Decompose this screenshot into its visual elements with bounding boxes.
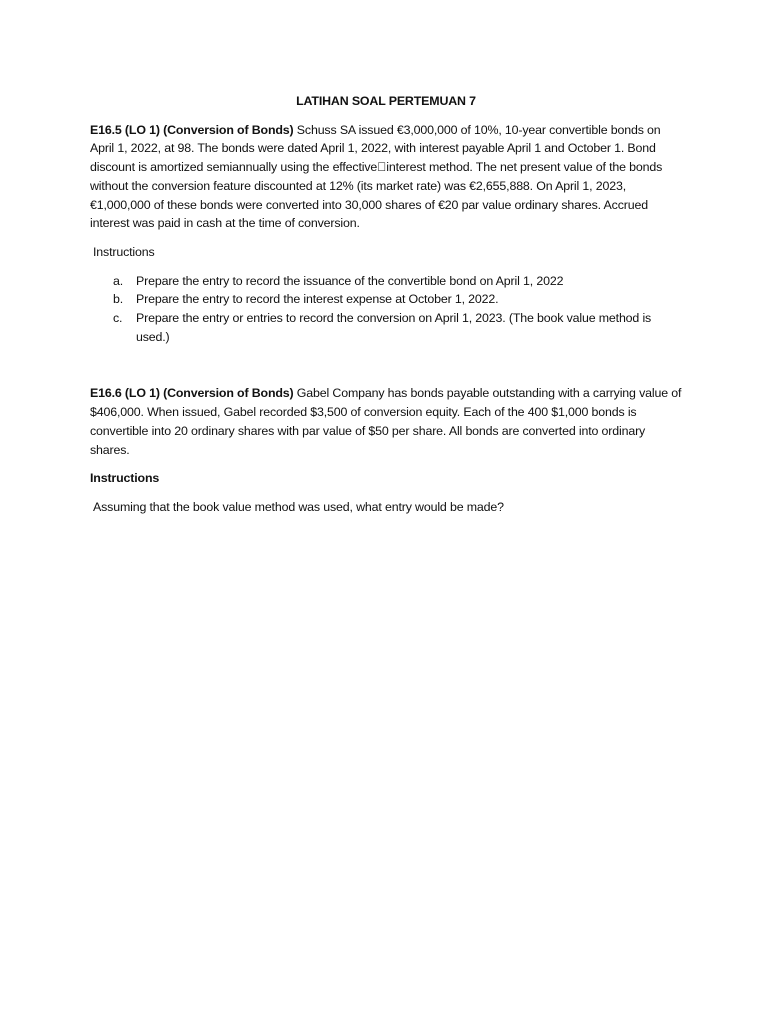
exercise-e16-5-instructions-label: Instructions <box>93 244 155 259</box>
exercise-e16-6-body: Gabel Company has bonds payable outstanding with a carrying value of $406,000. When issued, Gabel recorded $3,500 of conversion equity. Each of the 400 $1,000 bonds is convertible into 20 ordinary shares with par value of $50 per share. All bonds are converted into ordinary shares. <box>90 386 682 457</box>
exercise-e16-5-body: Schuss SA issued €3,000,000 of 10%, 10-year convertible bonds on April 1, 2022, at 98. The bonds were dated April 1, 2022, with interest payable April 1 and October 1. Bond discount is amortized semiannually using the effective interest method. The net present value of the bonds without the conversion feature discounted at 12% (its market rate) was €2,655,888. On April 1, 2023, €1,000,000 of these bonds were converted into 30,000 shares of €20 par value ordinary shares. Accrued interest was paid in cash at the time of conversion. <box>90 122 663 231</box>
exercise-e16-5 <box>90 121 682 233</box>
section-spacer <box>90 346 682 384</box>
exercise-e16-6-instructions-label: Instructions <box>90 471 160 486</box>
exercise-e16-5-instructions-list <box>90 272 682 347</box>
exercise-e16-5-heading: E16.5 (LO 1) (Conversion of Bonds) <box>90 122 294 137</box>
exercise-e16-6 <box>90 384 682 459</box>
list-marker: c. <box>113 311 123 326</box>
exercise-e16-6-heading: E16.6 (LO 1) (Conversion of Bonds) <box>90 386 294 401</box>
list-marker: b. <box>113 292 124 307</box>
list-item-text: Prepare the entry to record the issuance of the convertible bond on April 1, 2022 <box>136 273 564 288</box>
page-title: LATIHAN SOAL PERTEMUAN 7 <box>296 94 476 108</box>
list-item <box>90 290 682 309</box>
list-item-text: Prepare the entry to record the interest expense at October 1, 2022. <box>136 292 499 307</box>
exercise-e16-6-question: Assuming that the book value method was used, what entry would be made? <box>93 499 504 514</box>
document-page <box>90 92 682 517</box>
list-item <box>90 272 682 291</box>
list-item <box>90 309 682 346</box>
list-marker: a. <box>113 273 124 288</box>
list-item-text: Prepare the entry or entries to record the conversion on April 1, 2023. (The book value method is used.) <box>136 311 652 344</box>
